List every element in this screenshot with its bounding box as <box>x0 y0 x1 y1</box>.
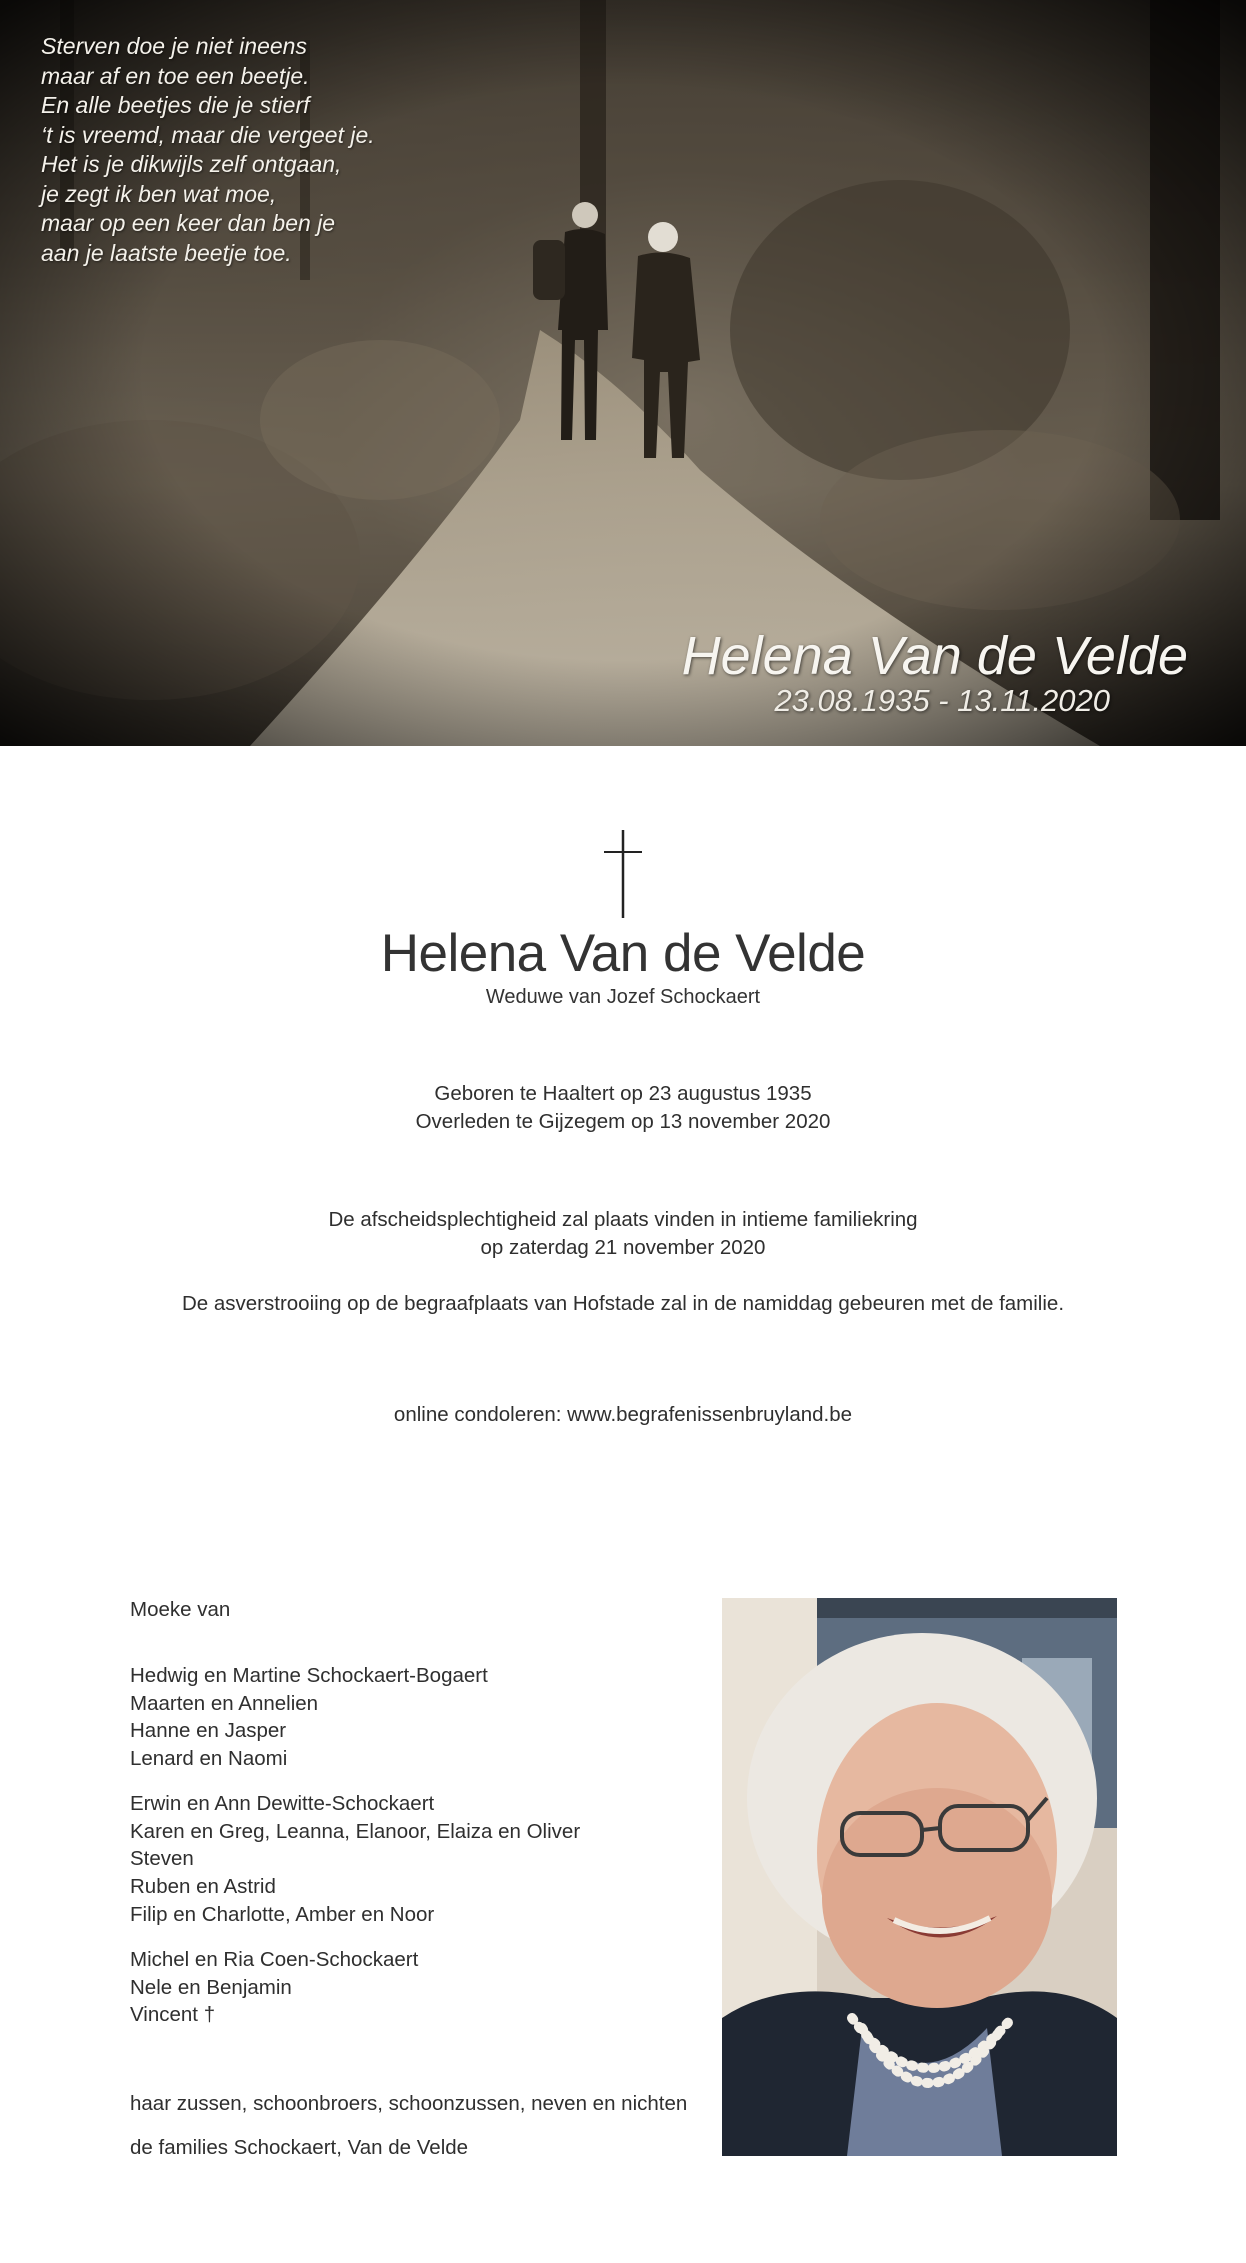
portrait-photo <box>722 1598 1117 2156</box>
deceased-name: Helena Van de Velde <box>380 924 866 983</box>
siblings-text: haar zussen, schoonbroers, schoonzussen, neven en nichten <box>130 2092 688 2115</box>
family-group-1 <box>130 1662 488 1773</box>
poem <box>41 32 375 268</box>
family-member: Hanne en Jasper <box>130 1719 287 1743</box>
ceremony-line-1: De afscheidsplechtigheid zal plaats vinden in intieme familiekring <box>328 1208 918 1231</box>
hero-photo <box>0 0 1246 746</box>
died-line: Overleden te Gijzegem op 13 november 2020 <box>415 1110 831 1133</box>
families-line <box>130 2134 468 2162</box>
poem-line: aan je laatste beetje toe. <box>41 239 292 266</box>
family-member: Michel en Ria Coen-Schockaert <box>130 1948 419 1971</box>
poem-line: maar op een keer dan ben je <box>41 210 336 236</box>
poem-line: En alle beetjes die je stierf <box>41 92 310 118</box>
born-line: Geboren te Haaltert op 23 augustus 1935 <box>434 1082 812 1105</box>
family-member: Hedwig en Martine Schockaert-Bogaert <box>130 1664 488 1687</box>
families-text: de families Schockaert, Van de Velde <box>130 2136 469 2159</box>
family-member: Steven <box>130 1847 194 1871</box>
family-intro-text: Moeke van <box>130 1598 231 1621</box>
poem-line: maar af en toe een beetje. <box>41 62 310 89</box>
poem-line: ‘t is vreemd, maar die vergeet je. <box>41 121 375 148</box>
siblings-line <box>130 2090 687 2118</box>
condolence-line[interactable]: online condoleren: www.begrafenissenbruyland.be <box>393 1403 853 1426</box>
family-member: Filip en Charlotte, Amber en Noor <box>130 1902 435 1926</box>
family-member: Maarten en Annelien <box>130 1691 319 1715</box>
family-group-2 <box>130 1790 580 1929</box>
portrait-image <box>722 1598 1117 2156</box>
poem-line: Het is je dikwijls zelf ontgaan, <box>41 151 342 177</box>
hero-dates: 23.08.1935 - 13.11.2020 <box>774 683 1110 718</box>
hero-name: Helena Van de Velde <box>681 626 1188 686</box>
family-member: Ruben en Astrid <box>130 1875 276 1899</box>
family-member: Erwin en Ann Dewitte-Schockaert <box>130 1792 435 1815</box>
cross-icon <box>604 830 642 918</box>
family-member: Vincent † <box>130 2003 216 2027</box>
poem-line: je zegt ik ben wat moe, <box>41 180 277 207</box>
family-member: Karen en Greg, Leanna, Elanoor, Elaiza en Oliver <box>130 1819 581 1843</box>
family-member: Nele en Benjamin <box>130 1975 292 1999</box>
family-intro <box>130 1596 230 1624</box>
ceremony-line-2: op zaterdag 21 november 2020 <box>480 1236 766 1259</box>
family-group-3 <box>130 1946 418 2029</box>
scattering-line: De asverstrooiing op de begraafplaats van Hofstade zal in de namiddag gebeuren met de familie. <box>181 1292 1065 1315</box>
family-member: Lenard en Naomi <box>130 1747 288 1771</box>
poem-line: Sterven doe je niet ineens <box>41 33 307 59</box>
widow-subtitle: Weduwe van Jozef Schockaert <box>485 986 761 1008</box>
